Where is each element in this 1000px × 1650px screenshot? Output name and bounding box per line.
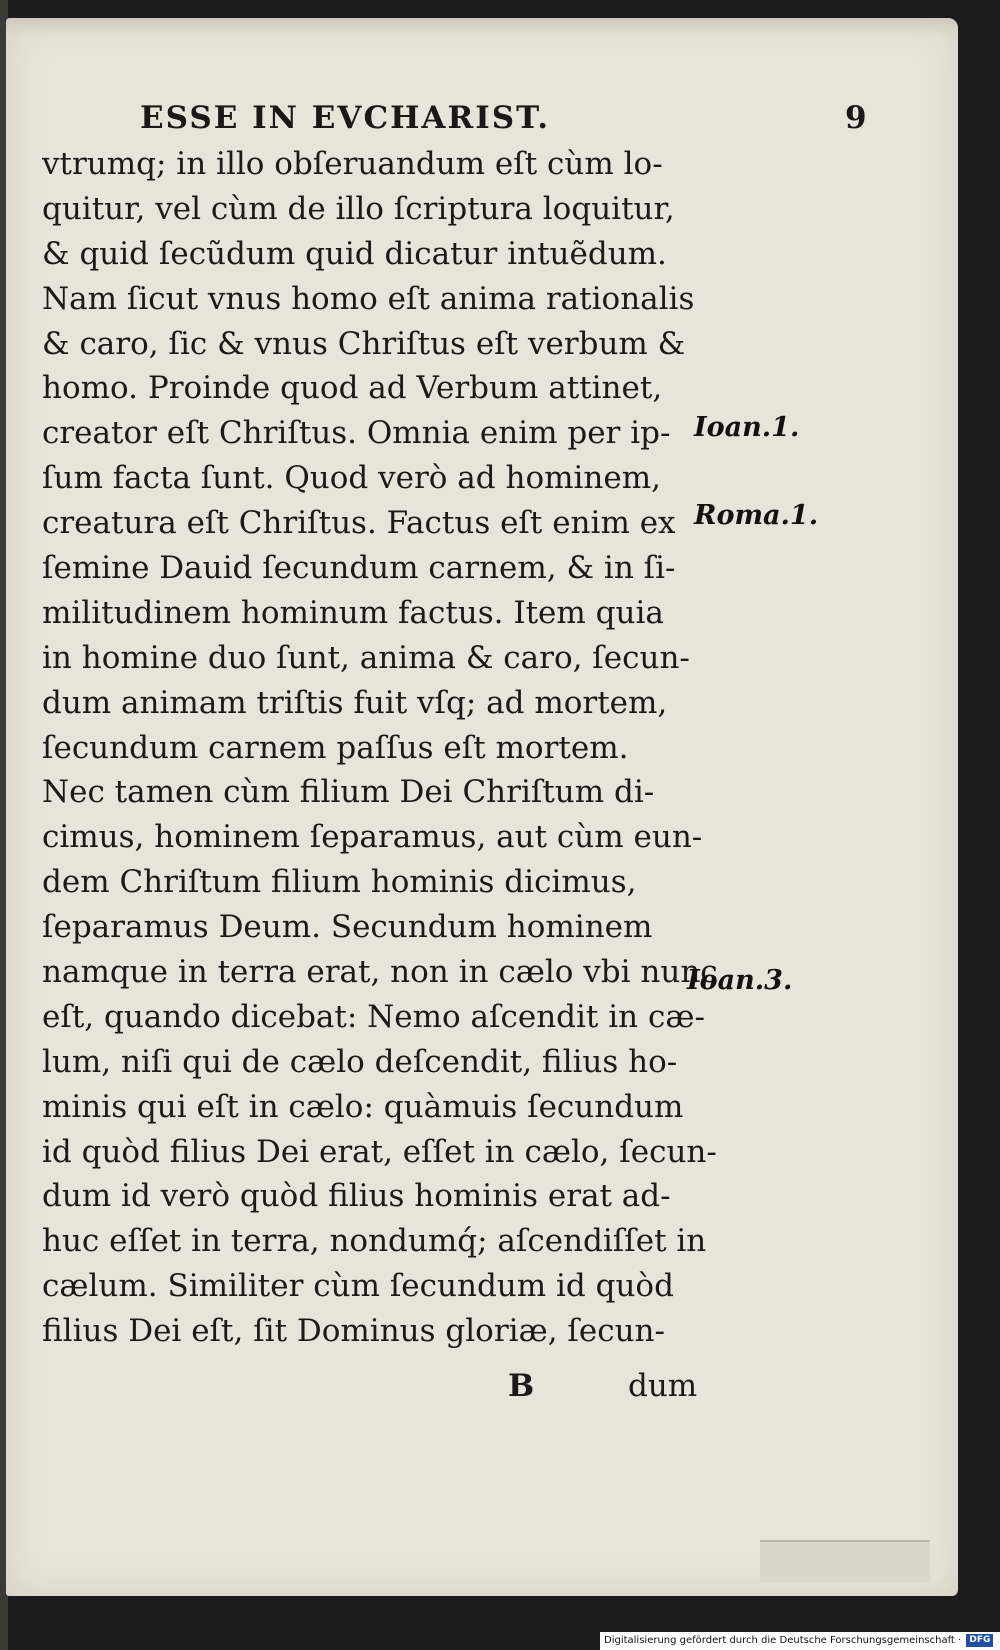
running-header <box>140 100 869 144</box>
text-line: ſum facta ſunt. Quod verò ad hominem, <box>42 460 661 497</box>
running-title: ESSE IN EVCHARIST. <box>140 100 550 136</box>
text-line: cimus, hominem ſeparamus, aut cùm eun- <box>42 819 703 856</box>
text-line: eſt, quando dicebat: Nemo aſcendit in cæ- <box>42 998 705 1035</box>
text-line: ſeparamus Deum. Secundum hominem <box>42 909 653 946</box>
text-line: quitur, vel cùm de illo ſcriptura loquitur, <box>42 190 675 227</box>
text-line: minis qui eſt in cælo: quàmuis ſecundum <box>42 1088 684 1125</box>
page-bottom-tab <box>760 1540 930 1582</box>
text-line: creatura eſt Chriſtus. Factus eſt enim ex <box>42 505 676 542</box>
footer-text: Digitalisierung gefördert durch die Deutsche Forschungsgemeinschaft · <box>604 1635 962 1646</box>
body-text <box>42 142 732 1354</box>
text-line: creator eſt Chriſtus. Omnia enim per ip- <box>42 415 671 452</box>
text-line: Nec tamen cùm filium Dei Chriſtum di- <box>42 774 655 811</box>
text-line: Nam ſicut vnus homo eſt anima rationalis <box>42 280 695 317</box>
catchword: dum <box>628 1368 698 1404</box>
text-line: cælum. Similiter cùm ſecundum id quòd <box>42 1268 674 1305</box>
text-line: & quid ſecũdum quid dicatur intuẽdum. <box>42 235 667 272</box>
text-line: dum id verò quòd filius hominis erat ad- <box>42 1178 671 1215</box>
text-line: lum, niſi qui de cælo deſcendit, filius ho- <box>42 1043 678 1080</box>
margin-note-roma-1: Roma.1. <box>694 500 819 531</box>
digitization-footer <box>600 1632 1000 1650</box>
page-top-shadow <box>6 18 958 34</box>
margin-note-ioan-3: Ioan.3. <box>687 965 793 996</box>
text-line: filius Dei eſt, ſit Dominus gloriæ, ſecun- <box>42 1313 665 1350</box>
page-number: 9 <box>845 100 869 136</box>
signature-mark: B <box>508 1368 535 1404</box>
text-line: vtrumq; in illo obſeruandum eſt cùm lo- <box>42 146 663 182</box>
text-line: dem Chriſtum filium hominis dicimus, <box>42 864 637 901</box>
text-line: militudinem hominum factus. Item quia <box>42 594 664 631</box>
text-line: ſemine Dauid ſecundum carnem, & in ſi- <box>42 550 676 587</box>
text-line: huc eſſet in terra, nondumq́; aſcendiſſet in <box>42 1223 707 1260</box>
text-line: homo. Proinde quod ad Verbum attinet, <box>42 370 663 407</box>
text-line: namque in terra erat, non in cælo vbi nunc <box>42 954 718 991</box>
text-line: ſecundum carnem paſſus eſt mortem. <box>42 729 629 766</box>
text-line: dum animam triſtis fuit vſq; ad mortem, <box>42 684 668 721</box>
text-line: in homine duo ſunt, anima & caro, ſecun- <box>42 639 690 676</box>
dfg-logo: DFG <box>966 1634 993 1647</box>
text-line: id quòd filius Dei erat, eſſet in cælo, ſecun- <box>42 1133 717 1170</box>
margin-note-ioan-1: Ioan.1. <box>694 412 800 443</box>
text-line: & caro, ſic & vnus Chriſtus eſt verbum & <box>42 325 686 362</box>
